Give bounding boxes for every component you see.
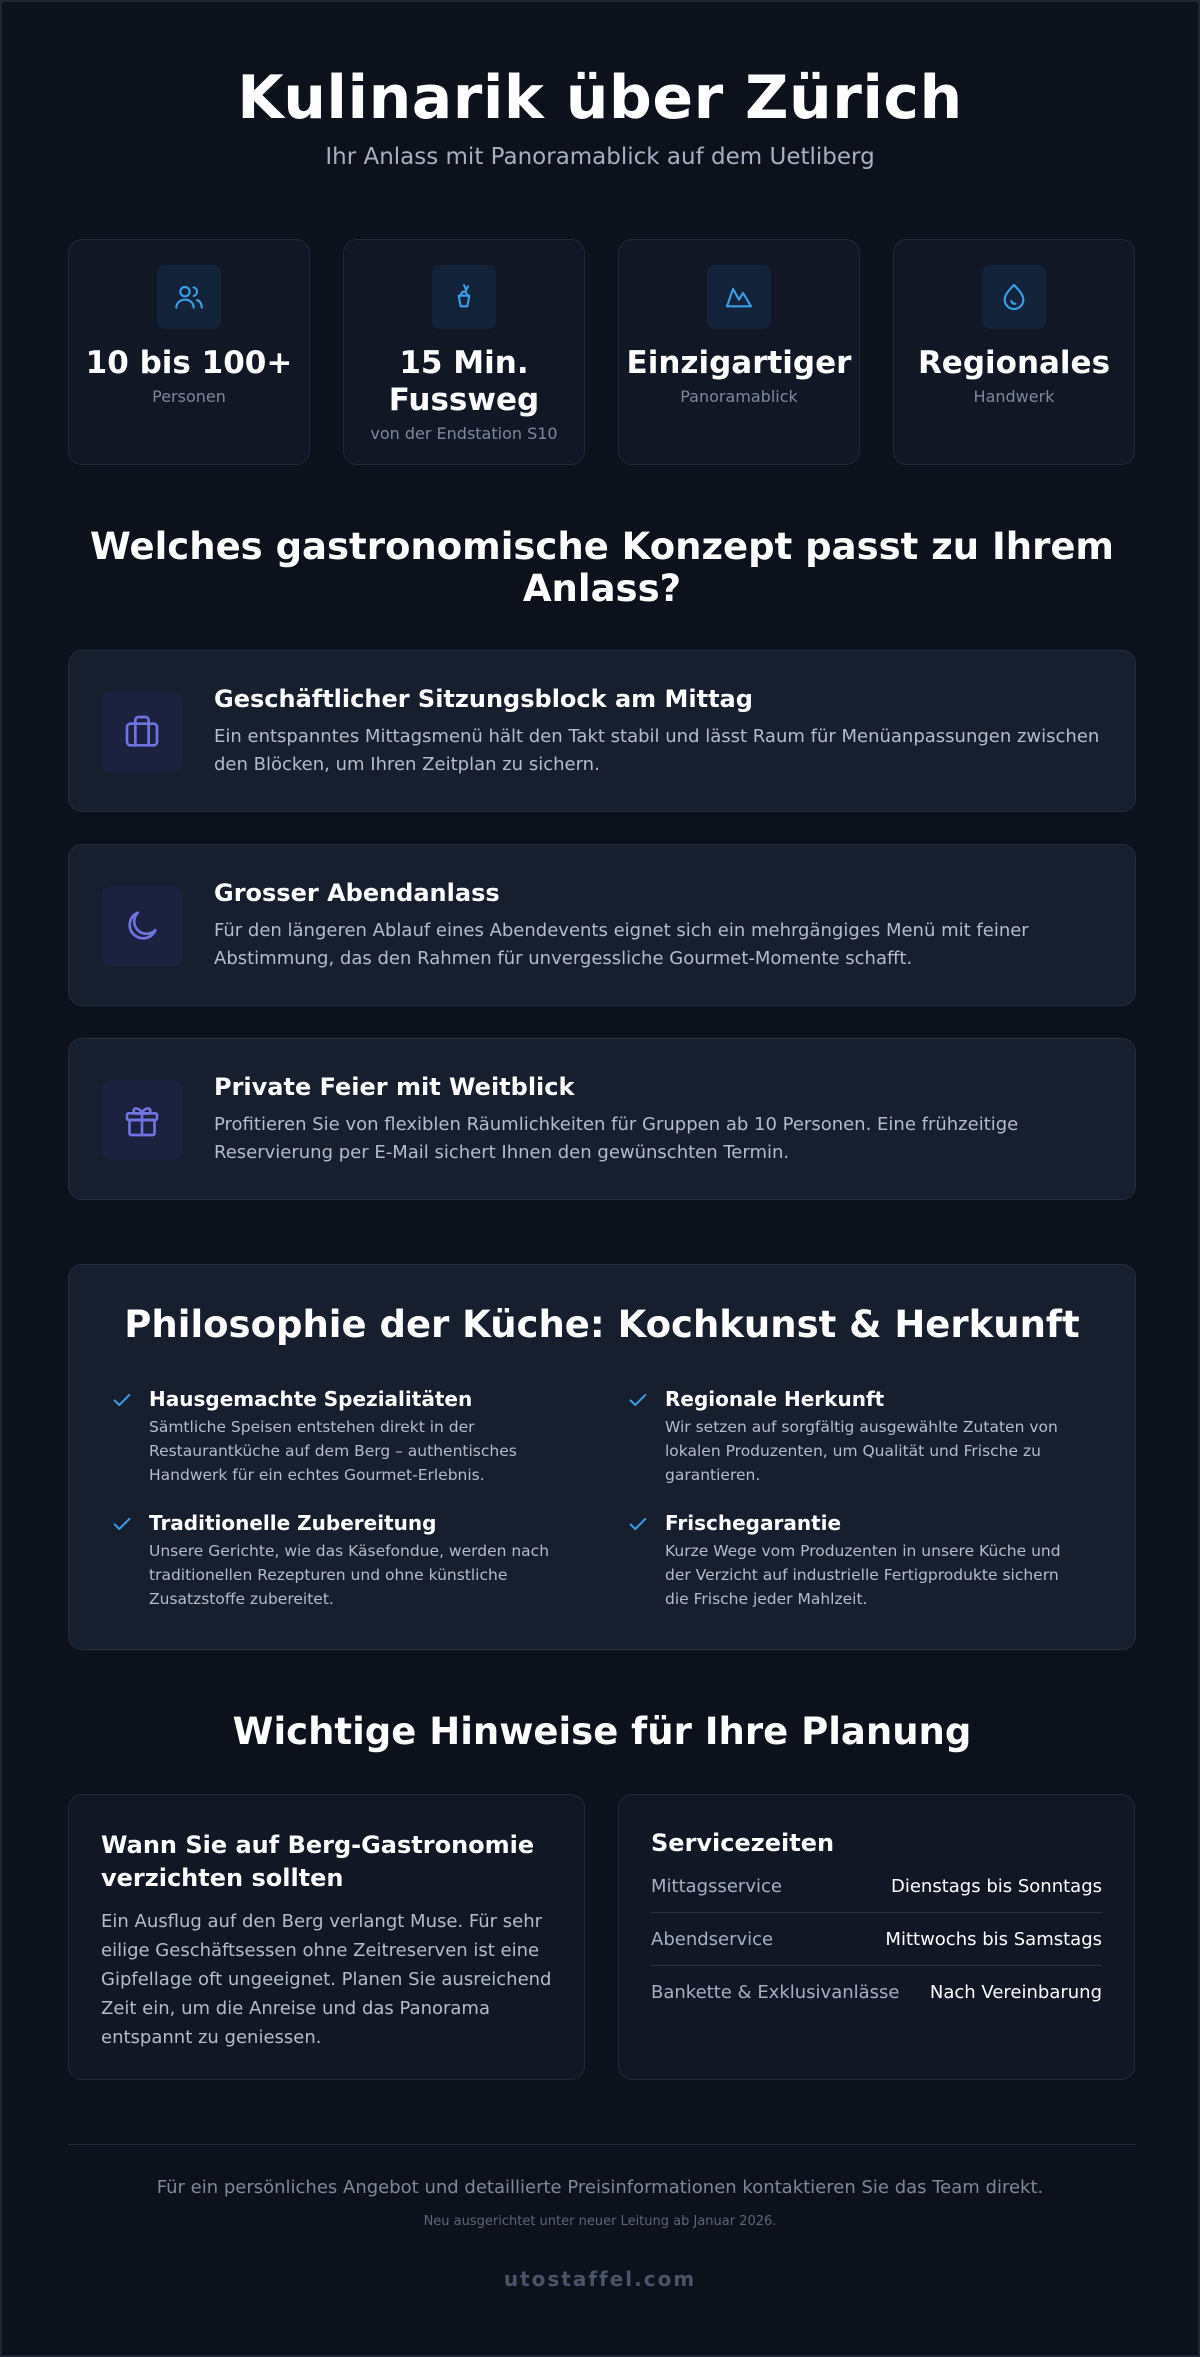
philosophy-panel <box>68 1264 1136 1650</box>
service-row-label: Abendservice <box>651 1928 774 1950</box>
stat-card-capacity <box>68 239 310 465</box>
philosophy-item-text: Unsere Gerichte, wie das Käsefondue, werden nach traditionellen Rezepturen und ohne künstliche Zusatzstoffe zubereitet. <box>149 1542 550 1608</box>
philosophy-item <box>627 1387 1067 1487</box>
service-row <box>651 1966 1102 2019</box>
stat-label: Panoramablick <box>680 387 798 406</box>
hero <box>2 2 1198 170</box>
service-hours-title: Servicezeiten <box>651 1829 835 1857</box>
footer-divider <box>68 2144 1136 2145</box>
stat-value: 15 Min. Fussweg <box>388 345 540 418</box>
warning-title: Wann Sie auf Berg-Gastronomie verzichten sollten <box>101 1831 535 1892</box>
leaf-drop-icon <box>982 265 1046 329</box>
stat-value: 10 bis 100+ <box>85 345 293 381</box>
moon-icon <box>102 886 182 966</box>
philosophy-item-text: Kurze Wege vom Produzenten in unsere Küche und der Verzicht auf industrielle Fertigprodukte sichern die Frische jeder Mahlzeit. <box>665 1542 1061 1608</box>
notes-heading: Wichtige Hinweise für Ihre Planung <box>232 1710 972 1753</box>
briefcase-icon <box>102 692 182 772</box>
philosophy-item-title: Traditionelle Zubereitung <box>149 1511 437 1535</box>
brand-link[interactable]: utostaffel.com <box>503 2267 697 2291</box>
stats-row <box>68 239 1136 465</box>
service-row-label: Mittagsservice <box>651 1875 782 1897</box>
concept-text: Für den längeren Ablauf eines Abendevents eignet sich ein mehrgängiges Menü mit feiner Abstimmung, das den Rahmen für unvergessliche Gourmet-Momente schafft. <box>214 920 1029 969</box>
check-icon <box>627 1389 649 1411</box>
stat-value: Einzigartiger <box>626 345 852 381</box>
service-row-label: Bankette & Exklusivanlässe <box>651 1982 900 2003</box>
philosophy-item <box>111 1387 551 1487</box>
stat-card-walk <box>343 239 585 465</box>
concept-title: Grosser Abendanlass <box>214 879 500 907</box>
service-row-value: Mittwochs bis Samstags <box>885 1928 1102 1950</box>
philosophy-item-text: Wir setzen auf sorgfältig ausgewählte Zutaten von lokalen Produzenten, um Qualität und Frische zu garantieren. <box>665 1418 1058 1484</box>
check-icon <box>627 1513 649 1535</box>
concept-text: Ein entspanntes Mittagsmenü hält den Takt stabil und lässt Raum für Menüanpassungen zwischen den Blöcken, um Ihren Zeitplan zu sichern. <box>214 726 1100 775</box>
concept-text: Profitieren Sie von flexiblen Räumlichkeiten für Gruppen ab 10 Personen. Eine frühzeitige Reservierung per E-Mail sichert Ihnen den gewünschten Termin. <box>214 1114 1019 1163</box>
stat-label: Personen <box>152 387 226 406</box>
footer-contact-text: Für ein persönliches Angebot und detaillierte Preisinformationen kontaktieren Sie das Team direkt. <box>156 2177 1044 2198</box>
page-title: Kulinarik über Zürich <box>237 63 963 133</box>
service-row-value: Dienstags bis Sonntags <box>890 1875 1102 1897</box>
concept-card-private <box>68 1038 1136 1200</box>
check-icon <box>111 1513 133 1535</box>
philosophy-item-title: Frischegarantie <box>665 1511 842 1535</box>
stat-label: Handwerk <box>973 387 1055 406</box>
warning-card <box>68 1794 585 2080</box>
service-row-value: Nach Vereinbarung <box>929 1982 1102 2003</box>
check-icon <box>111 1389 133 1411</box>
philosophy-item <box>111 1511 551 1611</box>
service-row <box>651 1913 1102 1966</box>
philosophy-heading: Philosophie der Küche: Kochkunst & Herkunft <box>124 1303 1080 1346</box>
concept-title: Geschäftlicher Sitzungsblock am Mittag <box>214 685 753 713</box>
stat-card-regional <box>893 239 1135 465</box>
mountain-icon <box>707 265 771 329</box>
footer-note: Neu ausgerichtet unter neuer Leitung ab Januar 2026. <box>423 2214 777 2229</box>
page-subtitle: Ihr Anlass mit Panoramablick auf dem Uetliberg <box>325 144 875 170</box>
warning-text: Ein Ausflug auf den Berg verlangt Muse. Für sehr eilige Geschäftsessen ohne Zeitreserven ist eine Gipfellage oft ungeeignet. Planen Sie ausreichend Zeit ein, um die Anreise und das Panorama entspannt zu geniessen. <box>101 1911 552 2048</box>
concepts-heading: Welches gastronomische Konzept passt zu Ihrem Anlass? <box>90 525 1114 610</box>
philosophy-item-title: Hausgemachte Spezialitäten <box>149 1387 473 1411</box>
philosophy-item-title: Regionale Herkunft <box>665 1387 885 1411</box>
hiker-icon <box>432 265 496 329</box>
stat-card-panorama <box>618 239 860 465</box>
stat-value: Regionales <box>917 345 1111 381</box>
concept-card-lunch <box>68 650 1136 812</box>
users-icon <box>157 265 221 329</box>
gift-icon <box>102 1080 182 1160</box>
service-hours-card <box>618 1794 1135 2080</box>
concept-card-evening <box>68 844 1136 1006</box>
concept-title: Private Feier mit Weitblick <box>214 1073 575 1101</box>
philosophy-item-text: Sämtliche Speisen entstehen direkt in der Restaurantküche auf dem Berg – authentisches Handwerk für ein echtes Gourmet-Erlebnis. <box>149 1418 517 1484</box>
stat-label: von der Endstation S10 <box>370 424 558 443</box>
philosophy-item <box>627 1511 1067 1611</box>
service-row <box>651 1860 1102 1913</box>
